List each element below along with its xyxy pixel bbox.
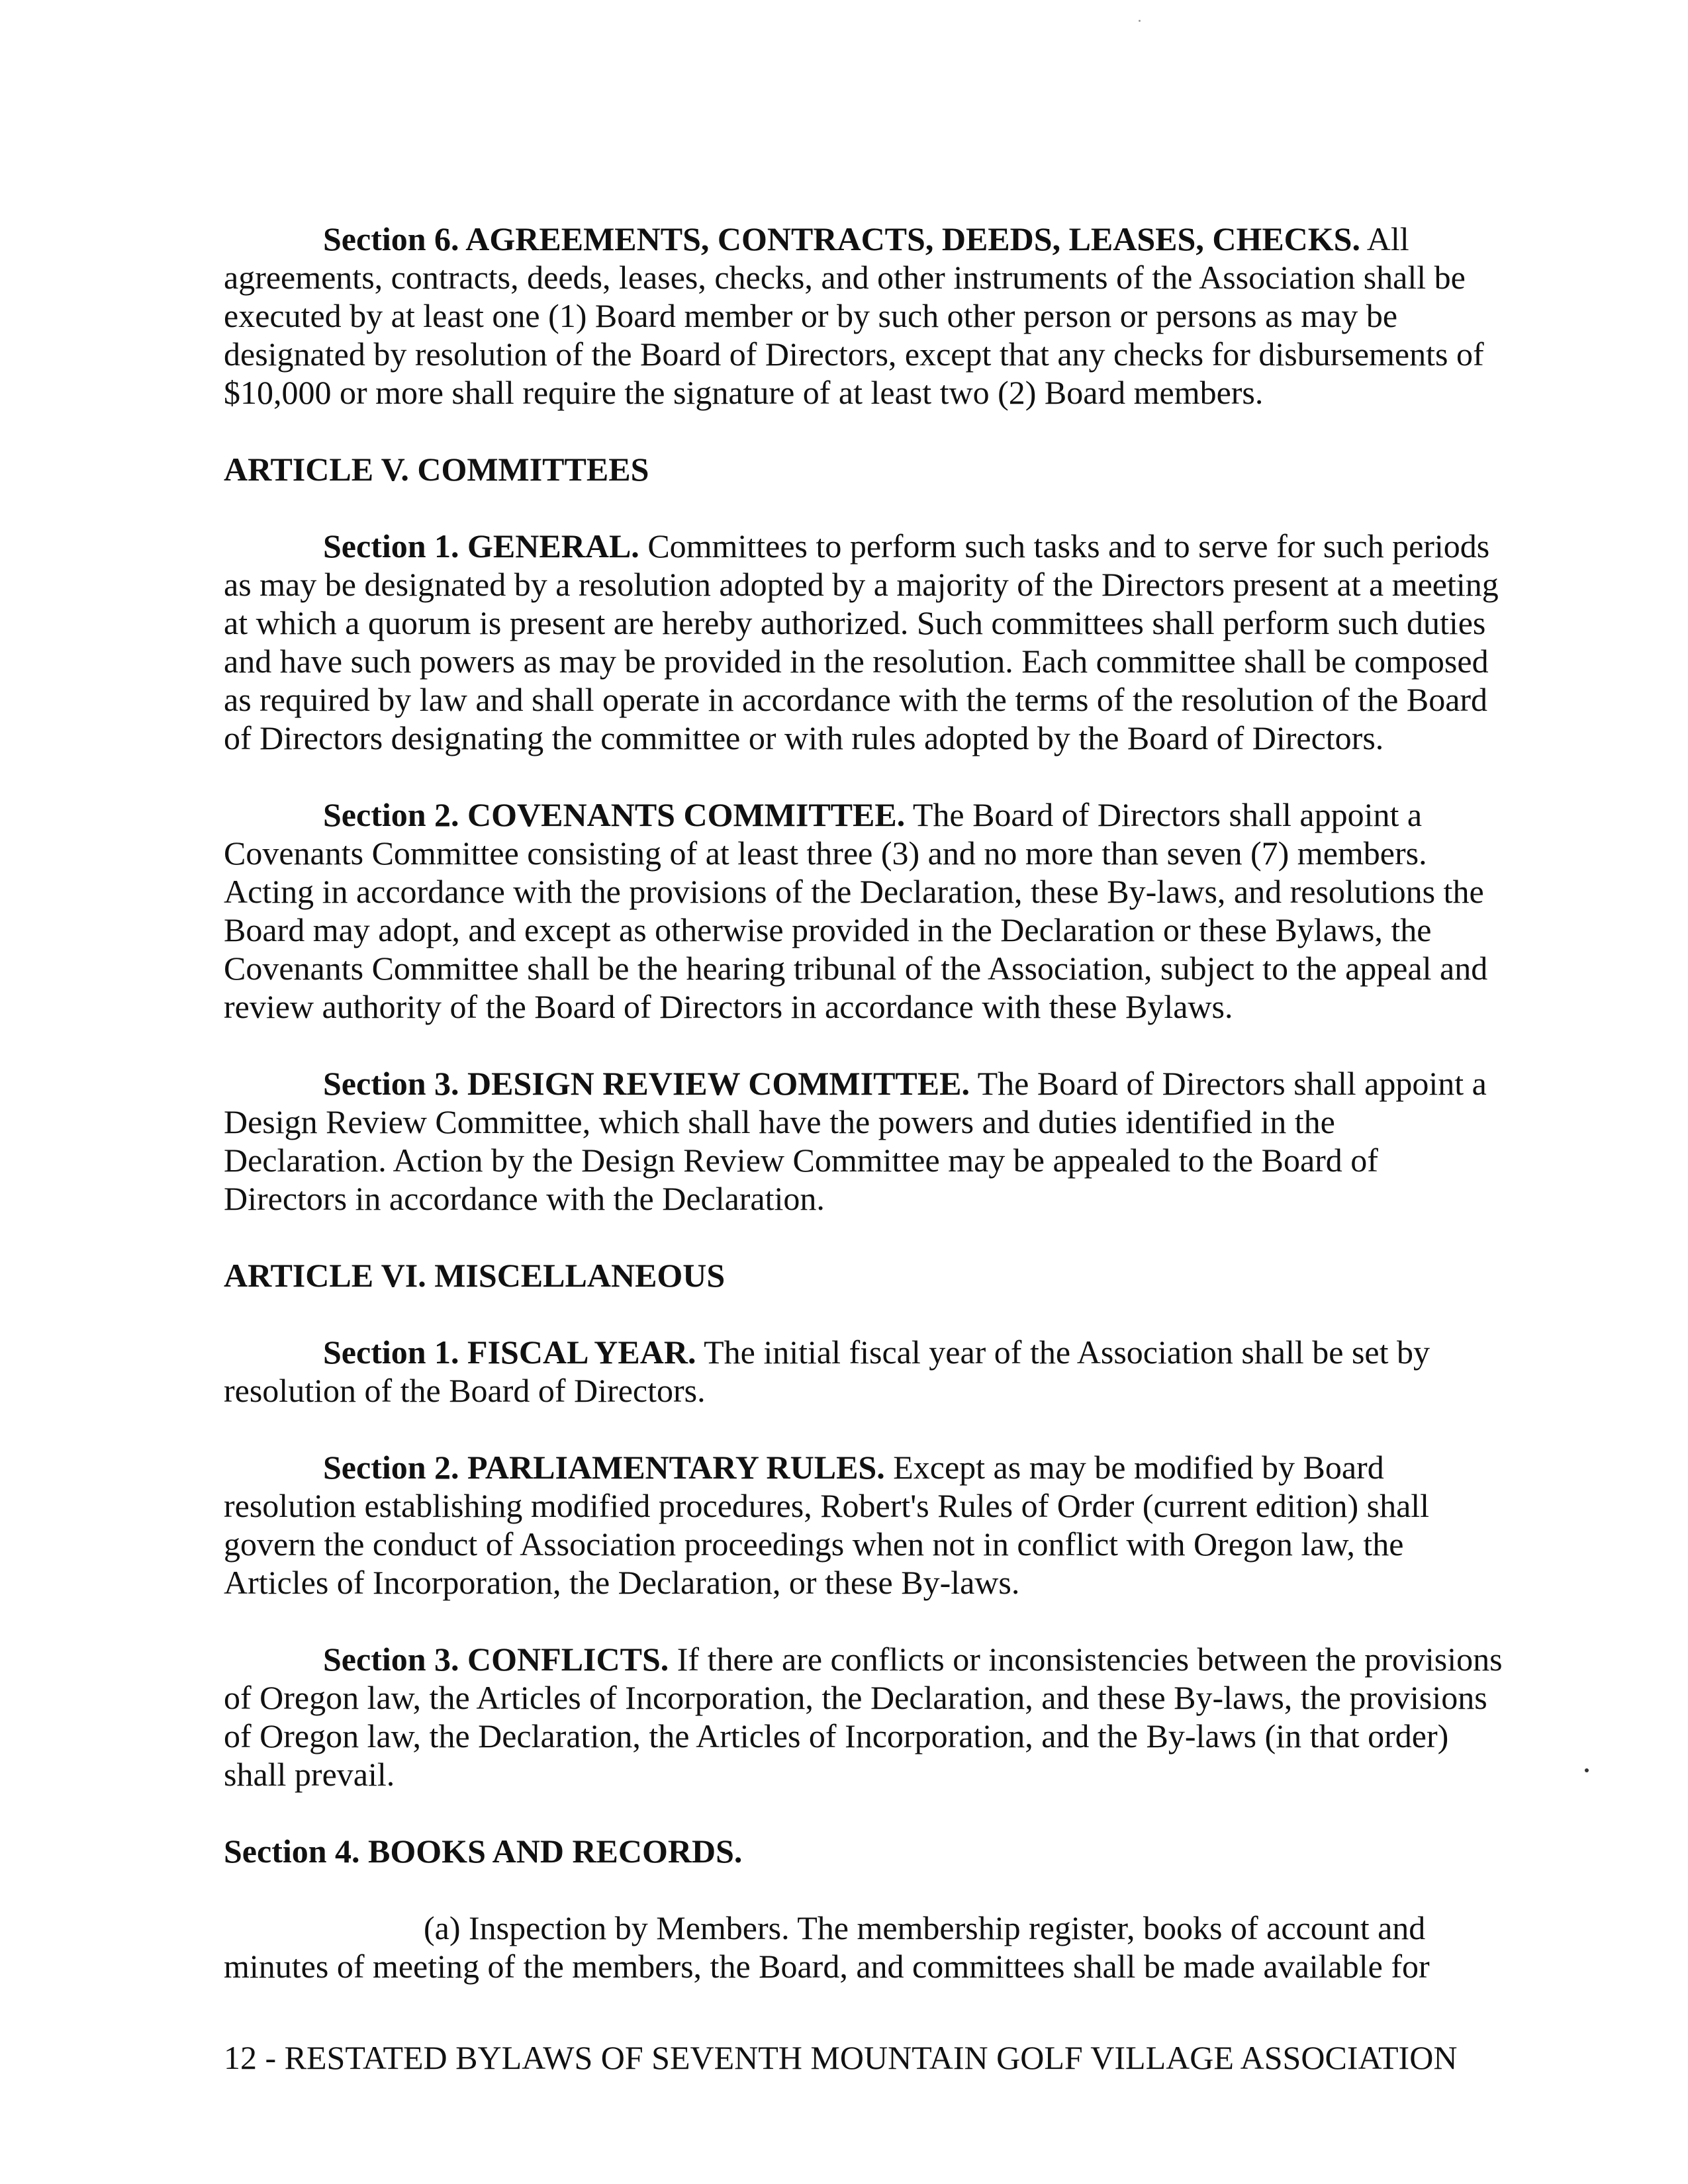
section-6-agreements <box>224 220 1503 412</box>
article-6-section-1-fiscal-year <box>224 1333 1503 1410</box>
section-label: Section 1. GENERAL. <box>323 527 639 565</box>
scan-speck <box>1139 20 1141 22</box>
page-footer: 12 - RESTATED BYLAWS OF SEVENTH MOUNTAIN GOLF VILLAGE ASSOCIATION <box>224 2039 1458 2076</box>
section-label: Section 3. CONFLICTS. <box>323 1641 669 1678</box>
article-5-heading: ARTICLE V. COMMITTEES <box>224 451 649 488</box>
section-text: Except as may be modified by Board resolution establishing modified procedures, Robert's Rules of Order (current edition) shall govern the conduct of Association proceedings when not in conflict with Oregon law, the Articles of Incorporation, the Declaration, or these By-laws. <box>224 1449 1430 1601</box>
article-5-section-2-covenants-committee <box>224 796 1503 1026</box>
section-label: Section 2. PARLIAMENTARY RULES. <box>323 1449 885 1486</box>
article-6-section-3-conflicts <box>224 1640 1503 1794</box>
subsection-a-inspection-by-members: (a) Inspection by Members. The membership register, books of account and minutes of meeting of the members, the Board, and committees shall be made available for <box>224 1909 1430 1985</box>
section-label: Section 2. COVENANTS COMMITTEE. <box>323 796 906 833</box>
section-4-books-and-records-heading: Section 4. BOOKS AND RECORDS. <box>224 1833 743 1870</box>
section-text: The Board of Directors shall appoint a Design Review Committee, which shall have the powers and duties identified in the Declaration. Action by the Design Review Committee may be appealed to the Board of Directors in accordance with the Declaration. <box>224 1065 1487 1217</box>
section-text: The initial fiscal year of the Association shall be set by resolution of the Board of Directors. <box>224 1334 1430 1409</box>
section-label: Section 1. FISCAL YEAR. <box>323 1334 696 1371</box>
article-5-section-1-general <box>224 527 1503 757</box>
article-6-section-2-parliamentary-rules <box>224 1448 1503 1602</box>
scan-speck <box>1585 1768 1589 1772</box>
document-body <box>224 220 1503 1985</box>
section-text: If there are conflicts or inconsistencies between the provisions of Oregon law, the Articles of Incorporation, the Declaration, and these By-laws, the provisions of Oregon law, the Declaration, the Articles of Incorporation, and the By-laws (in that order) shall prevail. <box>224 1641 1503 1793</box>
section-label: Section 3. DESIGN REVIEW COMMITTEE. <box>323 1065 970 1102</box>
article-6-heading: ARTICLE VI. MISCELLANEOUS <box>224 1257 726 1294</box>
section-text: Committees to perform such tasks and to serve for such periods as may be designated by a resolution adopted by a majority of the Directors present at a meeting at which a quorum is present are hereby authorized. Such committees shall perform such duties and have such powers as may be provided in the resolution. Each committee shall be composed as required by law and shall operate in accordance with the terms of the resolution of the Board of Directors designating the committee or with rules adopted by the Board of Directors. <box>224 527 1499 756</box>
article-5-section-3-design-review-committee <box>224 1064 1503 1218</box>
section-text: All agreements, contracts, deeds, leases, checks, and other instruments of the Association shall be executed by at least one (1) Board member or by such other person or persons as may be designated by resolution of the Board of Directors, except that any checks for disbursements of $10,000 or more shall require the signature of at least two (2) Board members. <box>224 220 1484 411</box>
section-label: Section 6. AGREEMENTS, CONTRACTS, DEEDS, LEASES, CHECKS. <box>323 220 1360 257</box>
section-text: The Board of Directors shall appoint a Covenants Committee consisting of at least three (3) and no more than seven (7) members. Acting in accordance with the provisions of the Declaration, these By-laws, and resolutions the Board may adopt, and except as otherwise provided in the Declaration or these Bylaws, the Covenants Committee shall be the hearing tribunal of the Association, subject to the appeal and review authority of the Board of Directors in accordance with these Bylaws. <box>224 796 1488 1025</box>
